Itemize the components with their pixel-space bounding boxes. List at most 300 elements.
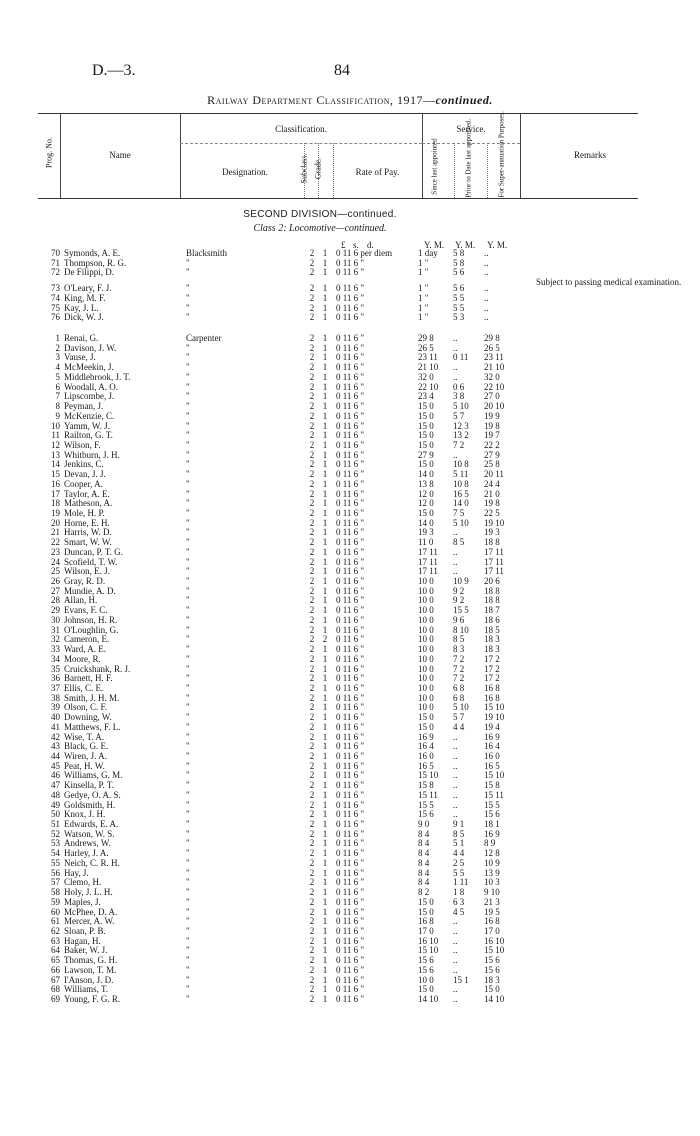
header-bottom-rule — [38, 198, 638, 199]
prog-no-cell: 67 — [51, 974, 60, 985]
column-header-rate-of-pay: Rate of Pay. — [355, 167, 400, 177]
name-cell: Gray, R. D. — [64, 576, 106, 587]
table-row — [0, 615, 700, 625]
unit-shilling: s. — [353, 240, 359, 250]
since-last-appointed-cell: 29 8 — [418, 333, 434, 344]
name-cell: I'Anson, J. D. — [64, 974, 114, 985]
name-cell: McMeekin, J. — [64, 362, 114, 373]
prior-service-cell: 16 5 — [453, 488, 469, 499]
grade-cell: 1 — [322, 576, 328, 587]
name-cell: Clemo, H. — [64, 877, 102, 888]
grade-cell: 1 — [322, 945, 328, 956]
prog-no-cell: 46 — [51, 770, 60, 781]
subclass-cell: 2 — [309, 974, 315, 985]
page-title — [0, 93, 700, 108]
name-cell: Mundie, A. D. — [64, 585, 116, 596]
prior-service-cell: .. — [453, 780, 458, 791]
table-row — [0, 469, 700, 479]
prior-service-cell: .. — [453, 566, 458, 577]
designation-cell: " — [186, 566, 190, 577]
table-row — [0, 858, 700, 868]
rate-of-pay-cell: 0 11 6 " — [336, 964, 365, 975]
prior-service-cell: 7 2 — [453, 663, 465, 674]
since-last-appointed-cell: 1 " — [418, 267, 429, 278]
remarks-cell: Subject to passing medical examination. — [536, 277, 682, 288]
subclass-cell: 2 — [309, 257, 315, 268]
superannuation-cell: 23 11 — [484, 352, 504, 363]
superannuation-cell: 14 10 — [484, 994, 505, 1004]
table-row — [0, 897, 700, 907]
since-last-appointed-cell: 9 0 — [418, 819, 430, 830]
rate-of-pay-cell: 0 11 6 " — [336, 682, 365, 693]
since-last-appointed-cell: 15 0 — [418, 459, 434, 470]
rate-of-pay-cell: 0 11 6 " — [336, 702, 365, 713]
prior-service-cell: 5 1 — [453, 838, 465, 849]
prior-service-cell: .. — [453, 333, 458, 344]
prog-no-cell: 47 — [51, 780, 60, 791]
name-cell: Wilson, E. J. — [64, 566, 110, 577]
superannuation-cell: 29 8 — [484, 333, 500, 344]
superannuation-cell: 16 9 — [484, 731, 500, 742]
grade-cell: 1 — [322, 248, 328, 258]
grade-cell: 1 — [322, 906, 328, 917]
since-last-appointed-cell: 21 10 — [418, 362, 439, 373]
prog-no-cell: 45 — [51, 760, 60, 771]
table-row — [0, 421, 700, 431]
table-row — [0, 868, 700, 878]
name-cell: Wiren, J. A. — [64, 751, 107, 761]
prog-no-cell: 24 — [51, 556, 60, 567]
subclass-cell: 2 — [309, 527, 315, 538]
since-last-appointed-cell: 16 8 — [418, 916, 434, 927]
designation-cell: " — [186, 857, 190, 868]
table-row — [0, 430, 700, 440]
subclass-cell: 2 — [309, 537, 315, 548]
since-last-appointed-cell: 15 10 — [418, 945, 439, 956]
name-cell: Barnett, H. F. — [64, 673, 113, 684]
superannuation-cell: 17 2 — [484, 663, 500, 674]
name-cell: Symonds, A. E. — [64, 248, 121, 258]
rate-of-pay-cell: 0 11 6 " — [336, 459, 365, 470]
prior-service-cell: 12 3 — [453, 420, 469, 431]
table-row — [0, 848, 700, 858]
table-row — [0, 440, 700, 450]
since-last-appointed-cell: 1 " — [418, 283, 429, 294]
prog-no-cell: 2 — [55, 342, 60, 353]
prog-no-cell: 38 — [51, 692, 60, 703]
subclass-cell: 2 — [309, 342, 315, 353]
grade-cell: 1 — [322, 663, 328, 674]
name-cell: Neich, C. R. H. — [64, 857, 120, 868]
prior-service-cell: 0 6 — [453, 381, 465, 392]
prog-no-cell: 52 — [51, 828, 60, 839]
table-row — [0, 722, 700, 732]
superannuation-cell: 15 0 — [484, 984, 500, 995]
grade-cell: 1 — [322, 867, 328, 878]
subclass-cell: 2 — [309, 498, 315, 509]
rate-of-pay-cell: 0 11 6 " — [336, 469, 365, 480]
designation-cell: " — [186, 663, 190, 674]
table-row — [0, 800, 700, 810]
table-row — [0, 693, 700, 703]
superannuation-cell: 22 2 — [484, 439, 500, 450]
table-row — [0, 566, 700, 576]
table-row — [0, 303, 700, 313]
designation-cell: " — [186, 819, 190, 830]
subclass-cell: 2 — [309, 896, 315, 907]
prior-service-cell: 9 2 — [453, 585, 465, 596]
name-cell: Cruickshank, R. J. — [64, 663, 131, 674]
table-row — [0, 634, 700, 644]
grade-cell: 1 — [322, 527, 328, 538]
rate-of-pay-cell: 0 11 6 " — [336, 848, 365, 859]
column-header-grade: Grade. — [313, 157, 323, 180]
since-last-appointed-cell: 15 0 — [418, 984, 434, 995]
since-last-appointed-cell: 10 0 — [418, 663, 434, 674]
superannuation-cell: 8 9 — [484, 838, 496, 849]
rate-of-pay-cell: 0 11 6 " — [336, 877, 365, 888]
rate-of-pay-cell: 0 11 6 " — [336, 449, 365, 460]
subclass-cell: 2 — [309, 605, 315, 616]
prog-no-cell: 71 — [51, 257, 60, 268]
subclass-cell: 2 — [309, 721, 315, 732]
name-cell: Watson, W. S. — [64, 828, 115, 839]
subclass-cell: 2 — [309, 682, 315, 693]
rate-of-pay-cell: 0 11 6 " — [336, 799, 365, 810]
prior-service-cell: 8 5 — [453, 828, 465, 839]
superannuation-cell: 16 0 — [484, 751, 500, 761]
name-cell: Kinsella, P. T. — [64, 780, 114, 791]
superannuation-cell: 19 5 — [484, 906, 500, 917]
table-row — [0, 605, 700, 615]
superannuation-cell: .. — [484, 302, 489, 313]
designation-cell: " — [186, 469, 190, 480]
grade-cell: 1 — [322, 614, 328, 625]
grade-cell: 1 — [322, 566, 328, 577]
prog-no-cell: 68 — [51, 984, 60, 995]
superannuation-cell: 20 6 — [484, 576, 500, 587]
subclass-cell: 2 — [309, 302, 315, 313]
prior-service-cell: 8 5 — [453, 537, 465, 548]
since-last-appointed-cell: 17 11 — [418, 546, 438, 557]
table-row — [0, 508, 700, 518]
superannuation-cell: 15 6 — [484, 964, 500, 975]
grade-cell: 1 — [322, 935, 328, 946]
prior-service-cell: 6 8 — [453, 682, 465, 693]
grade-cell: 1 — [322, 371, 328, 382]
title-main: Railway Department Classification, 1917— — [207, 93, 436, 107]
superannuation-cell: 18 8 — [484, 585, 500, 596]
superannuation-cell: 15 10 — [484, 702, 505, 713]
prior-service-cell: .. — [453, 527, 458, 538]
subclass-cell: 2 — [309, 955, 315, 966]
table-row — [0, 702, 700, 712]
designation-cell: Blacksmith — [186, 248, 227, 258]
rate-of-pay-cell: 0 11 6 " — [336, 867, 365, 878]
designation-cell: " — [186, 537, 190, 548]
prior-service-cell: 5 3 — [453, 312, 465, 323]
superannuation-cell: .. — [484, 257, 489, 268]
name-cell: Allan, H. — [64, 595, 98, 606]
prior-service-cell: 5 8 — [453, 248, 465, 258]
table-row — [0, 333, 700, 343]
prog-no-cell: 29 — [51, 605, 60, 616]
prior-service-cell: .. — [453, 731, 458, 742]
superannuation-cell: 22 5 — [484, 508, 500, 518]
table-row — [0, 732, 700, 742]
column-header-superannuation: For Super-annuation Purposes. — [497, 111, 506, 198]
prior-service-cell: 9 2 — [453, 595, 465, 606]
prog-no-cell: 56 — [51, 867, 60, 878]
header-divider — [520, 113, 521, 198]
superannuation-cell: 22 10 — [484, 381, 505, 392]
name-cell: Smith, J. H. M. — [64, 692, 120, 703]
grade-cell: 1 — [322, 692, 328, 703]
designation-cell: " — [186, 828, 190, 839]
prior-service-cell: .. — [453, 945, 458, 956]
designation-cell: " — [186, 634, 190, 645]
prog-no-cell: 11 — [51, 430, 60, 441]
name-cell: Kay, J. L. — [64, 302, 99, 313]
superannuation-cell: 25 8 — [484, 459, 500, 470]
table-row — [0, 401, 700, 411]
prog-no-cell: 70 — [51, 248, 60, 258]
designation-cell: " — [186, 760, 190, 771]
rate-of-pay-cell: 0 11 6 " — [336, 634, 365, 645]
grade-cell: 1 — [322, 410, 328, 421]
subclass-cell: 2 — [309, 595, 315, 606]
column-header-service: Service. — [456, 124, 486, 134]
subclass-cell: 2 — [309, 267, 315, 278]
since-last-appointed-cell: 10 0 — [418, 595, 434, 606]
rate-of-pay-cell: 0 11 6 " — [336, 896, 365, 907]
name-cell: Baker, W. J. — [64, 945, 108, 956]
since-last-appointed-cell: 15 6 — [418, 955, 434, 966]
prog-no-cell: 42 — [51, 731, 60, 742]
prior-service-cell: 7 2 — [453, 653, 465, 664]
designation-cell: " — [186, 614, 190, 625]
grade-cell: 1 — [322, 469, 328, 480]
designation-cell: " — [186, 955, 190, 966]
table-row — [0, 498, 700, 508]
superannuation-cell: 19 7 — [484, 430, 500, 441]
superannuation-cell: 20 11 — [484, 469, 504, 480]
grade-cell: 1 — [322, 751, 328, 761]
grade-cell: 1 — [322, 624, 328, 635]
prog-no-cell: 64 — [51, 945, 60, 956]
designation-cell: " — [186, 712, 190, 723]
name-cell: Harley, J. A. — [64, 848, 109, 859]
prog-no-cell: 25 — [51, 566, 60, 577]
prog-no-cell: 75 — [51, 302, 60, 313]
name-cell: Moore, R. — [64, 653, 101, 664]
since-last-appointed-cell: 14 10 — [418, 994, 439, 1004]
designation-cell: " — [186, 595, 190, 606]
name-cell: Davison, J. W. — [64, 342, 117, 353]
table-row — [0, 683, 700, 693]
superannuation-cell: 18 6 — [484, 614, 500, 625]
prog-no-cell: 23 — [51, 546, 60, 557]
since-last-appointed-cell: 10 0 — [418, 585, 434, 596]
superannuation-cell: 18 5 — [484, 624, 500, 635]
prog-no-cell: 66 — [51, 964, 60, 975]
name-cell: Peat, H. W. — [64, 760, 105, 771]
rate-of-pay-cell: 0 11 6 " — [336, 478, 365, 489]
rate-of-pay-cell: 0 11 6 " — [336, 974, 365, 985]
prior-service-cell: 5 11 — [453, 469, 469, 480]
grade-cell: 1 — [322, 430, 328, 441]
rate-of-pay-cell: 0 11 6 " — [336, 585, 365, 596]
grade-cell: 1 — [322, 595, 328, 606]
rate-of-pay-cell: 0 11 6 " — [336, 257, 365, 268]
superannuation-cell: .. — [484, 267, 489, 278]
superannuation-cell: 18 3 — [484, 634, 500, 645]
superannuation-cell: 15 6 — [484, 809, 500, 820]
table-row — [0, 673, 700, 683]
superannuation-cell: 26 5 — [484, 342, 500, 353]
subclass-cell: 2 — [309, 925, 315, 936]
since-last-appointed-cell: 1 " — [418, 302, 429, 313]
table-row — [0, 644, 700, 654]
section-heading: SECOND DIVISION—continued. — [243, 209, 397, 220]
superannuation-cell: 10 9 — [484, 857, 500, 868]
grade-cell: 1 — [322, 488, 328, 499]
designation-cell: " — [186, 391, 190, 402]
since-last-appointed-cell: 10 0 — [418, 653, 434, 664]
name-cell: McKenzie, C. — [64, 410, 115, 421]
superannuation-cell: 27 9 — [484, 449, 500, 460]
grade-cell: 1 — [322, 267, 328, 278]
rate-of-pay-cell: 0 11 6 " — [336, 430, 365, 441]
designation-cell: " — [186, 653, 190, 664]
table-row — [0, 450, 700, 460]
subclass-cell: 2 — [309, 644, 315, 655]
table-row — [0, 965, 700, 975]
superannuation-cell: .. — [484, 312, 489, 323]
prior-service-cell: 15 5 — [453, 605, 469, 616]
subclass-cell: 2 — [309, 283, 315, 294]
designation-cell: " — [186, 410, 190, 421]
superannuation-cell: 15 11 — [484, 789, 504, 800]
name-cell: Ward, A. E. — [64, 644, 107, 655]
prog-no-cell: 37 — [51, 682, 60, 693]
column-header-remarks: Remarks — [574, 150, 606, 160]
grade-cell: 1 — [322, 799, 328, 810]
since-last-appointed-cell: 27 9 — [418, 449, 434, 460]
subclass-cell: 2 — [309, 566, 315, 577]
name-cell: Hay, J. — [64, 867, 89, 878]
prior-service-cell: 5 7 — [453, 410, 465, 421]
since-last-appointed-cell: 32 0 — [418, 371, 434, 382]
table-row — [0, 283, 700, 293]
subclass-cell: 2 — [309, 848, 315, 859]
designation-cell: " — [186, 925, 190, 936]
since-last-appointed-cell: 10 0 — [418, 974, 434, 985]
prior-service-cell: .. — [453, 916, 458, 927]
rate-of-pay-cell: 0 11 6 " — [336, 925, 365, 936]
superannuation-cell: .. — [484, 292, 489, 303]
prog-no-cell: 74 — [51, 292, 60, 303]
grade-cell: 1 — [322, 644, 328, 655]
prior-service-cell: .. — [453, 925, 458, 936]
grade-cell: 1 — [322, 682, 328, 693]
superannuation-cell: 16 4 — [484, 741, 500, 752]
table-row — [0, 741, 700, 751]
since-last-appointed-cell: 8 4 — [418, 838, 430, 849]
name-cell: Thompson, R. G. — [64, 257, 127, 268]
superannuation-cell: 17 11 — [484, 556, 504, 567]
superannuation-cell: 18 8 — [484, 595, 500, 606]
prog-no-cell: 33 — [51, 644, 60, 655]
subclass-cell: 2 — [309, 887, 315, 898]
superannuation-cell: 17 11 — [484, 546, 504, 557]
superannuation-cell: 16 10 — [484, 935, 505, 946]
designation-cell: " — [186, 267, 190, 278]
prior-service-cell: 5 10 — [453, 517, 469, 528]
designation-cell: " — [186, 731, 190, 742]
grade-cell: 1 — [322, 352, 328, 363]
subclass-cell: 2 — [309, 333, 315, 344]
grade-cell: 1 — [322, 916, 328, 927]
designation-cell: " — [186, 459, 190, 470]
prior-service-cell: .. — [453, 964, 458, 975]
since-last-appointed-cell: 10 0 — [418, 673, 434, 684]
name-cell: Mole, H. P. — [64, 508, 105, 518]
grade-cell: 1 — [322, 420, 328, 431]
table-row — [0, 955, 700, 965]
designation-cell: " — [186, 401, 190, 412]
grade-cell: 1 — [322, 702, 328, 713]
subclass-cell: 2 — [309, 741, 315, 752]
name-cell: King, M. F. — [64, 292, 106, 303]
designation-cell: " — [186, 342, 190, 353]
subclass-cell: 2 — [309, 838, 315, 849]
rate-of-pay-cell: 0 11 6 " — [336, 653, 365, 664]
superannuation-cell: 21 3 — [484, 896, 500, 907]
subclass-cell: 2 — [309, 614, 315, 625]
rate-of-pay-cell: 0 11 6 " — [336, 566, 365, 577]
prog-no-cell: 69 — [51, 994, 60, 1004]
designation-cell: " — [186, 721, 190, 732]
superannuation-cell: 20 10 — [484, 401, 505, 412]
name-cell: Matthews, F. L. — [64, 721, 121, 732]
rate-of-pay-cell: 0 11 6 " — [336, 267, 365, 278]
name-cell: Vause, J. — [64, 352, 96, 363]
superannuation-cell: 21 10 — [484, 362, 505, 373]
prior-service-cell: 15 1 — [453, 974, 469, 985]
prog-no-cell: 31 — [51, 624, 60, 635]
prog-no-cell: 4 — [55, 362, 60, 373]
since-last-appointed-cell: 22 10 — [418, 381, 439, 392]
prior-service-cell: 5 5 — [453, 302, 465, 313]
since-last-appointed-cell: 12 0 — [418, 498, 434, 509]
prior-service-cell: 3 8 — [453, 391, 465, 402]
prog-no-cell: 55 — [51, 857, 60, 868]
grade-cell: 1 — [322, 653, 328, 664]
prog-no-cell: 44 — [51, 751, 60, 761]
since-last-appointed-cell: 10 0 — [418, 634, 434, 645]
grade-cell: 1 — [322, 770, 328, 781]
prior-service-cell: .. — [453, 935, 458, 946]
grade-cell: 1 — [322, 731, 328, 742]
name-cell: Black, G. E. — [64, 741, 109, 752]
name-cell: Knox, J. H. — [64, 809, 106, 820]
prog-no-cell: 18 — [51, 498, 60, 509]
since-last-appointed-cell: 1 " — [418, 292, 429, 303]
subclass-cell: 2 — [309, 731, 315, 742]
table-row — [0, 537, 700, 547]
superannuation-cell: 18 1 — [484, 819, 500, 830]
